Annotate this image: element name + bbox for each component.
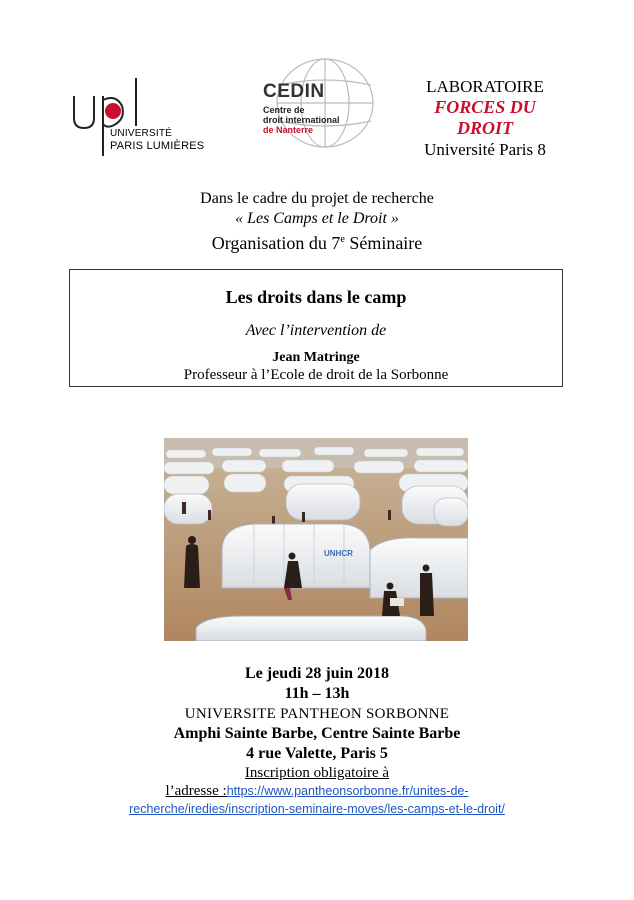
event-university: UNIVERSITE PANTHEON SORBONNE <box>184 706 450 722</box>
registration-link-line2[interactable]: recherche/iredies/inscription-seminaire-moves/les-camps-et-le-droit/ <box>129 802 505 816</box>
event-time: 11h – 13h <box>284 685 350 702</box>
cedin-line3: de Nanterre <box>263 125 314 135</box>
session-box <box>69 269 563 387</box>
session-title: Les droits dans le camp <box>225 287 407 307</box>
laboratory-label: LABORATOIRE <box>426 77 544 96</box>
project-name: « Les Camps et le Droit » <box>235 210 399 227</box>
upl-line1: UNIVERSITÉ <box>110 128 173 139</box>
intro-block <box>0 188 634 254</box>
organisation-suffix: Séminaire <box>344 233 423 253</box>
organisation-sup: e <box>340 234 345 245</box>
cedin-logo <box>255 55 395 155</box>
intro-line: Dans le cadre du projet de recherche <box>200 190 434 207</box>
event-address: 4 rue Valette, Paris 5 <box>246 745 388 762</box>
cedin-name: CEDIN <box>263 81 325 102</box>
unhcr-tent-label: UNHCR <box>324 549 353 558</box>
registration-address-cont <box>0 800 634 818</box>
camp-photo <box>164 438 468 641</box>
laboratory-name-line1: FORCES DU <box>434 97 536 117</box>
laboratory-block <box>400 76 570 160</box>
refugee-camp-image <box>164 438 468 641</box>
speaker-name: Jean Matringe <box>272 350 360 365</box>
event-date: Le jeudi 28 juin 2018 <box>244 665 389 682</box>
session-with: Avec l’intervention de <box>245 322 387 339</box>
address-prefix: l’adresse : <box>165 783 227 799</box>
organisation-prefix: Organisation du 7 <box>211 233 341 253</box>
registration-note: Inscription obligatoire à <box>244 765 390 781</box>
laboratory-name-line2: DROIT <box>456 118 513 138</box>
upl-logo <box>70 78 220 158</box>
event-details <box>0 664 634 818</box>
upl-line2: PARIS LUMIÈRES <box>110 140 205 152</box>
speaker-role: Professeur à l’Ecole de droit de la Sorbonne <box>183 367 449 383</box>
cedin-line1: Centre de <box>263 105 305 115</box>
registration-link-line1[interactable]: https://www.pantheonsorbonne.fr/unites-de- <box>226 784 469 798</box>
seminar-organisation <box>0 229 634 254</box>
event-room: Amphi Sainte Barbe, Centre Sainte Barbe <box>173 725 461 742</box>
laboratory-university: Université Paris 8 <box>424 140 546 159</box>
cedin-line2: droit international <box>263 115 340 125</box>
registration-address <box>0 782 634 800</box>
